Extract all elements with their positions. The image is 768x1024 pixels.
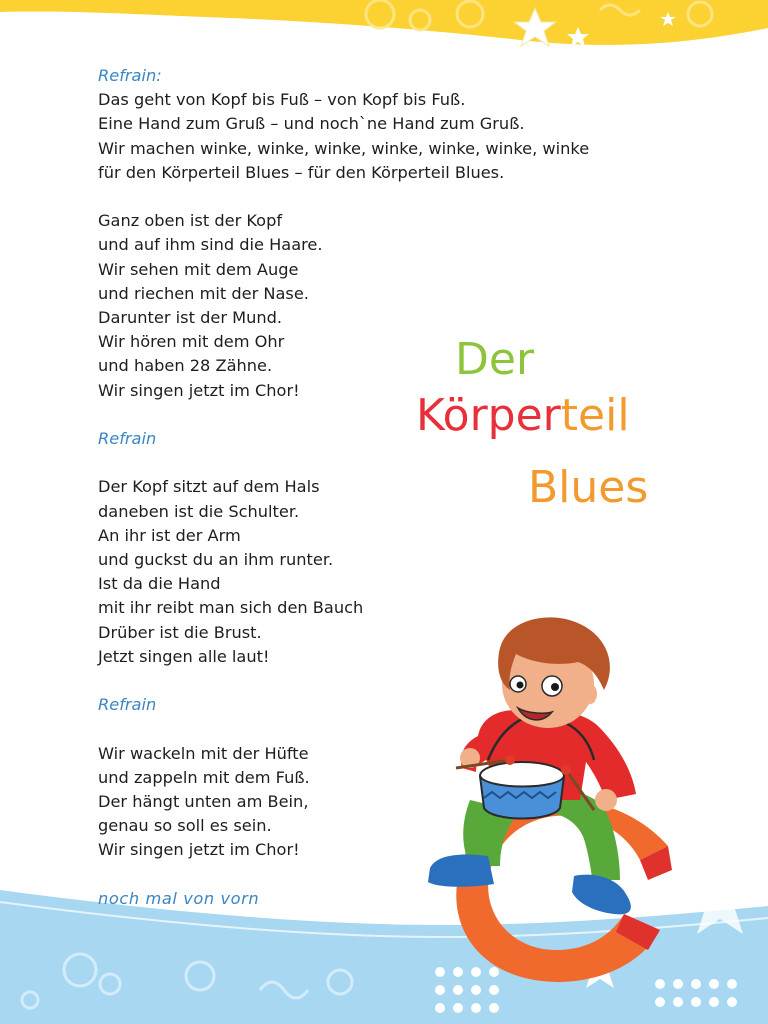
refrain-line: für den Körperteil Blues – für den Körperteil Blues. [98, 162, 505, 182]
verse1-line: und riechen mit der Nase. [98, 283, 309, 303]
refrain-marker: Refrain [98, 429, 157, 449]
verse2-line: Jetzt singen alle laut! [98, 646, 270, 666]
verse3-line: Der hängt unten am Bein, [98, 792, 309, 812]
verse3-line: Wir wackeln mit der Hüfte [98, 743, 309, 763]
verse2-line: mit ihr reibt man sich den Bauch [98, 598, 364, 618]
verse1-line: und haben 28 Zähne. [98, 356, 273, 376]
verse2-line: Drüber ist die Brust. [98, 622, 262, 642]
verse2-line: Ist da die Hand [98, 574, 221, 594]
verse3-line: Wir singen jetzt im Chor! [98, 840, 300, 860]
verse2-line: Der Kopf sitzt auf dem Hals [98, 477, 320, 497]
verse1-line: Darunter ist der Mund. [98, 308, 283, 328]
refrain-heading: Refrain: [98, 66, 162, 85]
verse2-line: An ihr ist der Arm [98, 525, 241, 545]
verse1-line: Wir hören mit dem Ohr [98, 332, 285, 352]
title-part-teil: teil [560, 390, 630, 441]
verse3-line: und zappeln mit dem Fuß. [98, 767, 310, 787]
title-part-koerper: Körper [416, 390, 561, 441]
verse1-line: und auf ihm sind die Haare. [98, 235, 323, 255]
refrain-marker: Refrain [98, 695, 157, 715]
title-line-3: Blues [528, 462, 649, 513]
title-line-1: Der [455, 334, 535, 385]
verse2-line: daneben ist die Schulter. [98, 501, 300, 521]
refrain-line: Das geht von Kopf bis Fuß – von Kopf bis Fuß. [98, 90, 466, 110]
outro-note: noch mal von vorn [98, 888, 260, 908]
refrain-line: Eine Hand zum Gruß – und noch`ne Hand zum Gruß. [98, 114, 525, 134]
verse3-line: genau so soll es sein. [98, 816, 272, 836]
verse1-line: Wir singen jetzt im Chor! [98, 380, 300, 400]
verse2-line: und guckst du an ihm runter. [98, 550, 334, 570]
verse1-line: Ganz oben ist der Kopf [98, 211, 283, 231]
refrain-line: Wir machen winke, winke, winke, winke, winke, winke, winke [98, 138, 590, 158]
verse1-line: Wir sehen mit dem Auge [98, 259, 299, 279]
